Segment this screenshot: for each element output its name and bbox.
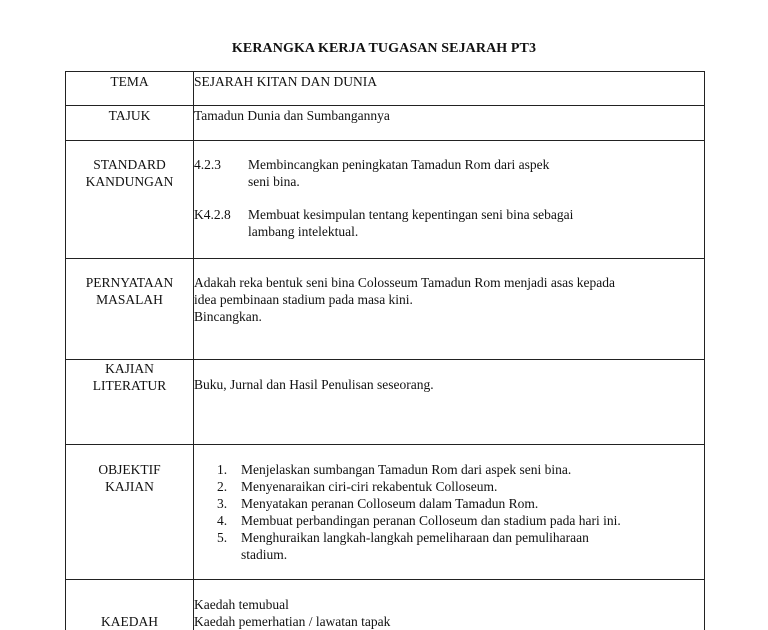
list-item-text: Menyatakan peranan Colloseum dalam Tamadun Rom. <box>241 496 539 511</box>
standard-text-line: Membincangkan peningkatan Tamadun Rom dari aspek <box>248 157 550 172</box>
content-cell-tajuk <box>194 106 705 141</box>
list-item-text: Menjelaskan sumbangan Tamadun Rom dari aspek seni bina. <box>241 462 572 477</box>
pernyataan-line: idea pembinaan stadium pada masa kini. <box>194 292 413 307</box>
label-kandungan: KANDUNGAN <box>85 174 174 189</box>
label-cell-tajuk <box>66 106 194 141</box>
standard-item <box>194 156 704 190</box>
kaedah-line: Kaedah temubual <box>194 597 289 612</box>
list-item <box>217 478 704 495</box>
standard-item <box>194 206 704 240</box>
list-item-text: Membuat perbandingan peranan Colloseum dan stadium pada hari ini. <box>241 513 621 528</box>
tema-value: SEJARAH KITAN DAN DUNIA <box>194 74 378 89</box>
document-title: KERANGKA KERJA TUGASAN SEJARAH PT3 <box>231 41 537 56</box>
list-item-number: 3. <box>217 496 228 511</box>
label-kajian-objektif: KAJIAN <box>105 479 154 494</box>
label-literatur: LITERATUR <box>92 378 167 393</box>
standard-code: K4.2.8 <box>194 207 231 222</box>
list-item <box>217 461 704 478</box>
table-row-kaedah <box>66 580 705 630</box>
table-row-pernyataan-masalah <box>66 259 705 360</box>
label-cell-tema <box>66 72 194 106</box>
label-cell-kaedah <box>66 580 194 630</box>
label-kajian: KAJIAN <box>105 361 154 376</box>
label-cell-pernyataan-masalah <box>66 259 194 360</box>
label-tajuk: TAJUK <box>108 108 151 123</box>
pernyataan-line: Adakah reka bentuk seni bina Colosseum Tamadun Rom menjadi asas kepada <box>194 275 615 290</box>
list-item-number: 5. <box>217 530 228 545</box>
standard-code: 4.2.3 <box>194 157 221 172</box>
list-item-text: Menyenaraikan ciri-ciri rekabentuk Colloseum. <box>241 479 498 494</box>
list-item-number: 4. <box>217 513 228 528</box>
content-cell-kaedah <box>194 580 705 630</box>
label-cell-kajian-literatur <box>66 360 194 445</box>
tajuk-value: Tamadun Dunia dan Sumbangannya <box>194 108 390 123</box>
list-item <box>217 512 704 529</box>
table-row-tema <box>66 72 705 106</box>
content-cell-kajian-literatur <box>194 360 705 445</box>
content-cell-pernyataan-masalah <box>194 259 705 360</box>
table-row-tajuk <box>66 106 705 141</box>
table-row-standard-kandungan <box>66 141 705 259</box>
objektif-list <box>194 445 704 563</box>
label-pernyataan: PERNYATAAN <box>85 275 174 290</box>
list-item-number: 1. <box>217 462 228 477</box>
kaedah-line: Kaedah pemerhatian / lawatan tapak <box>194 614 391 629</box>
list-item-text: Menghuraikan langkah-langkah pemeliharaan dan pemuliharaan <box>241 530 589 545</box>
label-kaedah: KAEDAH <box>101 614 158 629</box>
label-tema: TEMA <box>110 74 149 89</box>
pernyataan-line: Bincangkan. <box>194 309 262 324</box>
list-item <box>217 529 704 563</box>
standard-text-line: seni bina. <box>248 174 300 189</box>
content-cell-objektif-kajian <box>194 445 705 580</box>
label-masalah: MASALAH <box>96 292 163 307</box>
content-cell-standard-kandungan <box>194 141 705 259</box>
label-cell-objektif-kajian <box>66 445 194 580</box>
standard-text-line: lambang intelektual. <box>248 224 359 239</box>
table-row-objektif-kajian <box>66 445 705 580</box>
kajian-value: Buku, Jurnal dan Hasil Penulisan seseorang. <box>194 377 434 392</box>
table-row-kajian-literatur <box>66 360 705 445</box>
label-cell-standard-kandungan <box>66 141 194 259</box>
list-item-number: 2. <box>217 479 228 494</box>
standard-text-line: Membuat kesimpulan tentang kepentingan seni bina sebagai <box>248 207 574 222</box>
label-objektif: OBJEKTIF <box>98 462 161 477</box>
framework-table <box>65 71 705 630</box>
list-item <box>217 495 704 512</box>
content-cell-tema <box>194 72 705 106</box>
label-standard: STANDARD <box>93 157 166 172</box>
list-item-text-continued: stadium. <box>241 547 288 562</box>
